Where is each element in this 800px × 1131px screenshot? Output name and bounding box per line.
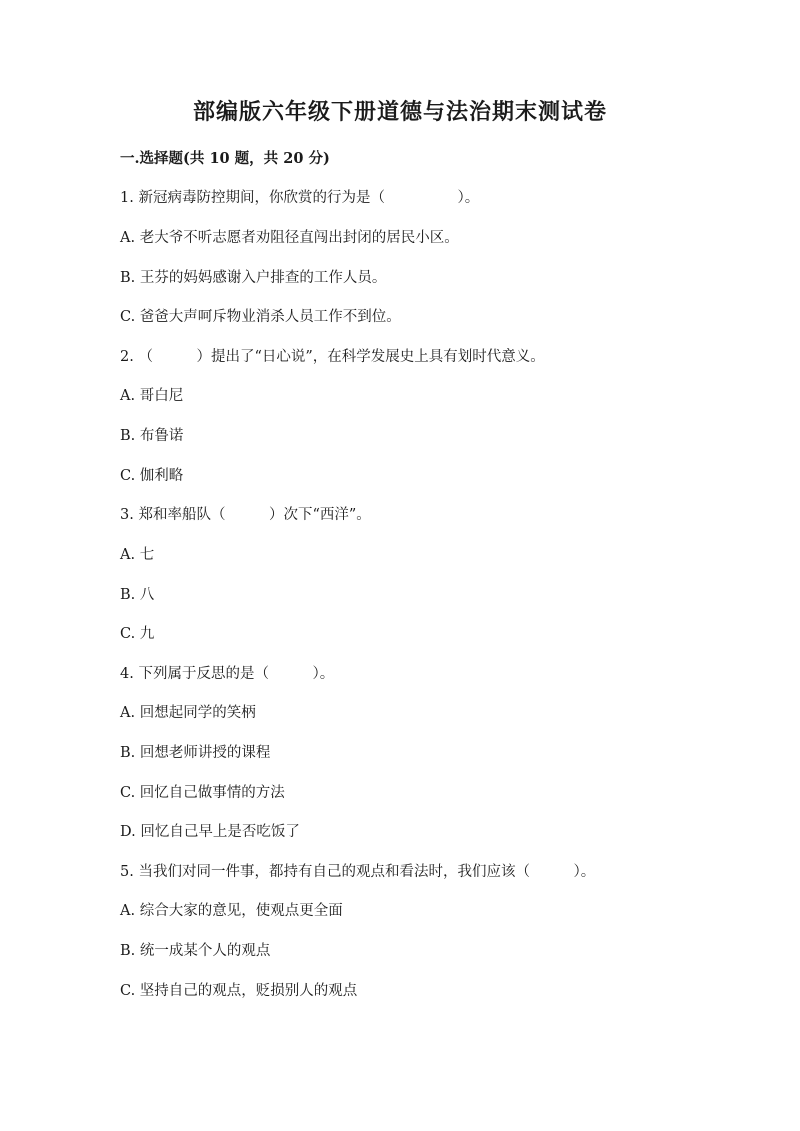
question-1-option-b: B. 王芬的妈妈感谢入户排查的工作人员。 — [120, 270, 387, 286]
question-4-option-c: C. 回忆自己做事情的方法 — [120, 785, 285, 801]
section-heading: 一.选择题(共 10 题，共 20 分) — [120, 150, 330, 167]
question-3-option-a: A. 七 — [120, 547, 155, 563]
question-5-stem: 5. 当我们对同一件事，都持有自己的观点和看法时，我们应该（ ）。 — [120, 864, 596, 880]
question-1-option-c: C. 爸爸大声呵斥物业消杀人员工作不到位。 — [120, 309, 401, 325]
question-2-option-a: A. 哥白尼 — [120, 388, 184, 404]
question-5-option-c: C. 坚持自己的观点，贬损别人的观点 — [120, 983, 358, 999]
question-2-stem: 2. （ ）提出了“日心说”，在科学发展史上具有划时代意义。 — [120, 349, 545, 365]
question-3-option-b: B. 八 — [120, 587, 155, 603]
question-1-option-a: A. 老大爷不听志愿者劝阻径直闯出封闭的居民小区。 — [120, 230, 459, 246]
page-title: 部编版六年级下册道德与法治期末测试卷 — [192, 99, 607, 125]
question-5-option-a: A. 综合大家的意见，使观点更全面 — [120, 903, 343, 919]
question-2-option-b: B. 布鲁诺 — [120, 428, 184, 444]
question-3-stem: 3. 郑和率船队（ ）次下“西洋”。 — [120, 507, 371, 523]
question-4-stem: 4. 下列属于反思的是（ ）。 — [120, 666, 335, 682]
question-4-option-a: A. 回想起同学的笑柄 — [120, 705, 256, 721]
question-3-option-c: C. 九 — [120, 626, 155, 642]
question-2-option-c: C. 伽利略 — [120, 468, 184, 484]
question-4-option-b: B. 回想老师讲授的课程 — [120, 745, 271, 761]
question-5-option-b: B. 统一成某个人的观点 — [120, 943, 271, 959]
question-1-stem: 1. 新冠病毒防控期间，你欣赏的行为是（ ）。 — [120, 190, 480, 206]
question-4-option-d: D. 回忆自己早上是否吃饭了 — [120, 824, 300, 840]
